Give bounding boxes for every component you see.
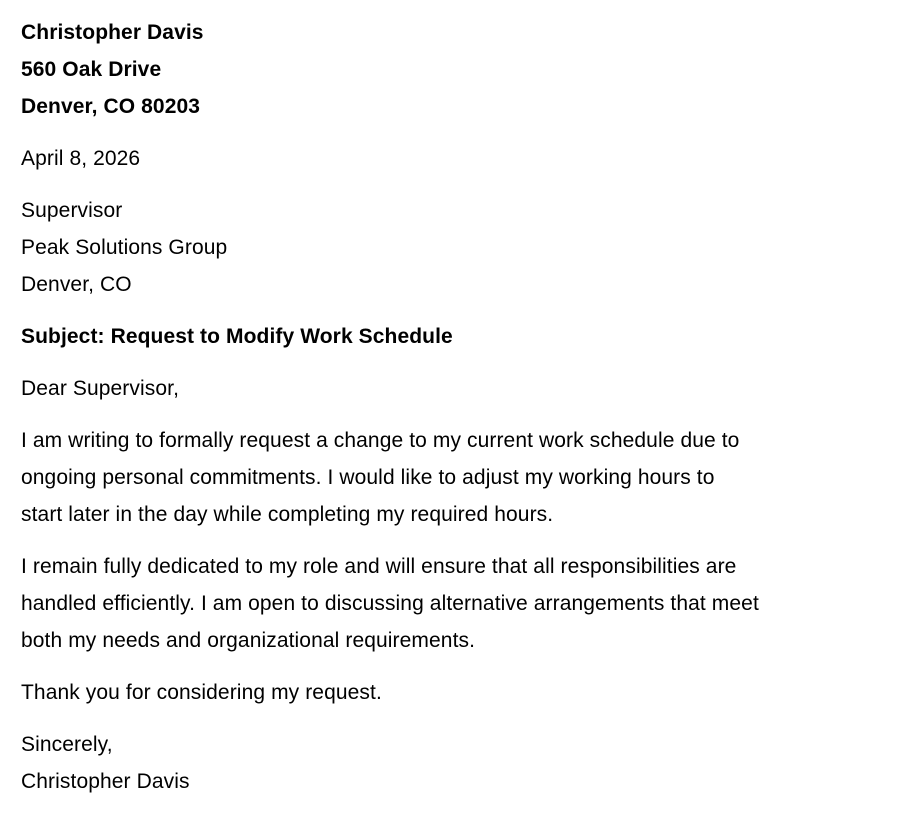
closing: Sincerely,: [21, 733, 113, 756]
letter-date: April 8, 2026: [21, 147, 141, 170]
recipient-title: Supervisor: [21, 199, 123, 222]
paragraph-line: handled efficiently. I am open to discussing alternative arrangements that meet: [21, 592, 759, 615]
subject-line: Subject: Request to Modify Work Schedule: [21, 325, 453, 348]
recipient-company: Peak Solutions Group: [21, 236, 228, 259]
paragraph-line: both my needs and organizational requirements.: [21, 629, 476, 652]
letter-date-block: [21, 140, 881, 177]
paragraph-line: I am writing to formally request a change to my current work schedule due to: [21, 429, 740, 452]
recipient-address: [21, 192, 881, 303]
closing-block: [21, 726, 881, 800]
signature: Christopher Davis: [21, 770, 190, 793]
body-paragraph-2: [21, 548, 881, 659]
salutation: Dear Supervisor,: [21, 377, 180, 400]
sender-name: Christopher Davis: [21, 21, 204, 44]
sender-address: [21, 14, 881, 125]
paragraph-line: start later in the day while completing my required hours.: [21, 503, 554, 526]
body-paragraph-1: [21, 422, 881, 533]
sender-city-state-zip: Denver, CO 80203: [21, 95, 201, 118]
letter: [21, 14, 881, 800]
paragraph-line: Thank you for considering my request.: [21, 681, 382, 704]
recipient-location: Denver, CO: [21, 273, 132, 296]
sender-street: 560 Oak Drive: [21, 58, 162, 81]
paragraph-line: I remain fully dedicated to my role and will ensure that all responsibilities are: [21, 555, 737, 578]
body-paragraph-3: [21, 674, 881, 711]
paragraph-line: ongoing personal commitments. I would like to adjust my working hours to: [21, 466, 715, 489]
